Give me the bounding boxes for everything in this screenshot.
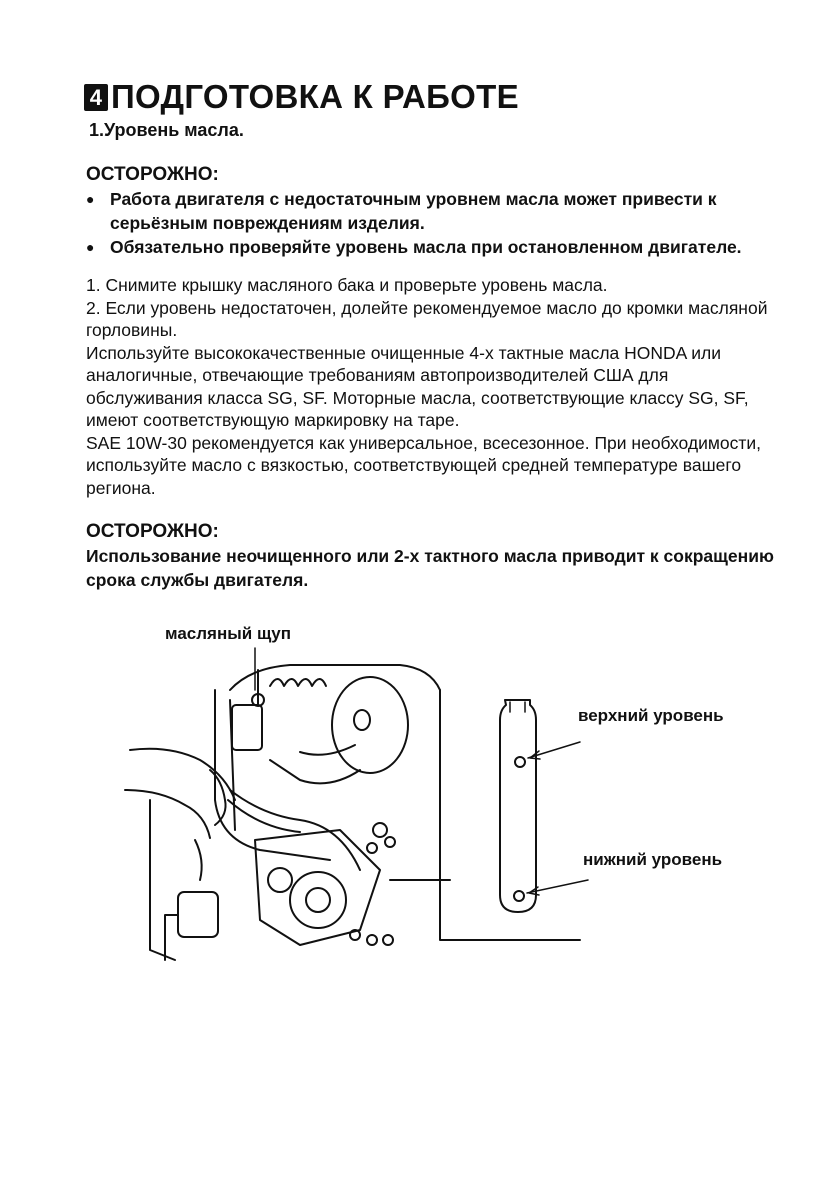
oil-filler-block	[232, 705, 262, 750]
caution-bullet-list	[86, 187, 776, 259]
bullet-dot-icon: ●	[86, 191, 95, 207]
engine-shroud	[230, 665, 440, 690]
caution-bullet-text-2: Обязательно проверяйте уровень масла при остановленном двигателе.	[110, 237, 742, 257]
filter-icon	[178, 892, 218, 937]
section-heading	[84, 78, 519, 116]
caution-block-2	[86, 520, 776, 592]
section-number-badge: 4	[84, 84, 108, 111]
pulley-hub	[306, 888, 330, 912]
instructions-block	[86, 274, 776, 499]
pulley-icon	[290, 872, 346, 928]
subsection-title: 1.Уровень масла.	[89, 120, 244, 140]
caution-block-1	[86, 163, 776, 259]
caution-title-1: ОСТОРОЖНО:	[86, 164, 219, 185]
upper-level-mark	[515, 757, 525, 767]
instruction-step-2: 2. Если уровень недостаточен, долейте рекомендуемое масло до кромки масляной горловины.	[86, 297, 768, 340]
upper-level-label: верхний уровень	[578, 706, 724, 725]
lower-level-label: нижний уровень	[583, 850, 723, 869]
cooling-fins	[270, 679, 326, 686]
dipstick-detail-icon	[500, 700, 536, 912]
viscosity-paragraph: SAE 10W-30 рекомендуется как универсальное, всесезонное. При необходимости, используйте масло с вязкостью, соответствующей средней температуре вашего региона.	[86, 432, 762, 498]
housing-line	[150, 800, 175, 960]
dipstick-line	[230, 790, 360, 870]
muffler-icon	[332, 677, 408, 773]
caution-text-2: Использование неочищенного или 2-х тактного масла приводит к сокращению срока службы двигателя.	[86, 546, 774, 590]
upper-level-arrow	[528, 742, 580, 758]
caution-bullet-1	[86, 187, 776, 235]
lower-level-mark	[514, 891, 524, 901]
lower-level-arrow	[527, 880, 588, 893]
frame-line	[440, 690, 580, 940]
muffler-cap	[354, 710, 370, 730]
hand-icon	[130, 749, 235, 800]
caution-title-2: ОСТОРОЖНО:	[86, 521, 219, 542]
instruction-step-1: 1. Снимите крышку масляного бака и проверьте уровень масла.	[86, 275, 608, 295]
caution-bullet-text-1: Работа двигателя с недостаточным уровнем масла может привести к серьёзным повреждениям изделия.	[110, 189, 717, 233]
dipstick-label: масляный щуп	[165, 624, 292, 643]
caution-bullet-2	[86, 235, 776, 259]
exhaust-pipe	[270, 760, 360, 783]
pulley-small	[268, 868, 292, 892]
exhaust-pipe	[300, 745, 355, 755]
oil-spec-paragraph: Используйте высококачественные очищенные 4-х тактные масла HONDA или аналогичные, отвечающие требованиям автопроизводителей США для обслуживания класса SG, SF. Моторные масла, соответствующие классу SG, SF, имеют соответствующую маркировку на таре.	[86, 342, 749, 430]
bullet-dot-icon: ●	[86, 239, 95, 255]
engine-base	[255, 830, 380, 945]
engine-body	[230, 700, 235, 830]
dipstick-cap	[252, 694, 264, 706]
section-title: ПОДГОТОВКА К РАБОТЕ	[111, 78, 519, 115]
engine-body	[215, 690, 330, 860]
